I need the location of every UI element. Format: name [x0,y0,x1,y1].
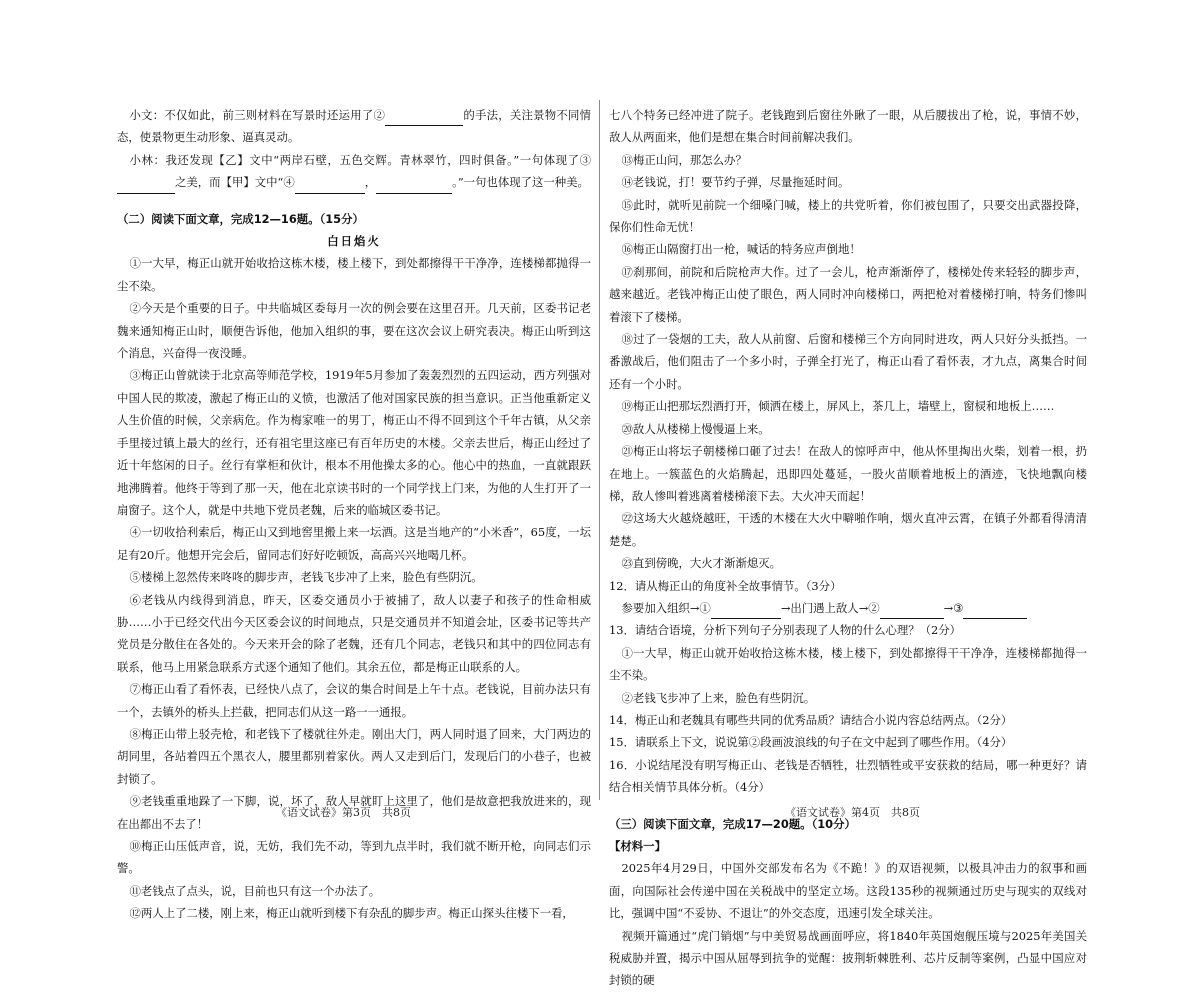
page-footer-right: 《语文试卷》第4页 共8页 [785,806,920,819]
section-heading: （二）阅读下面文章，完成12—16题。（15分） [117,211,364,226]
story-paragraph: ⑤楼梯上忽然传来咚咚的脚步声，老钱飞步冲了上来，脸色有些阴沉。 [129,570,483,585]
question-15: 15．请联系上下文，说说第②段画波浪线的句子在文中起到了哪些作用。（4分） [609,735,1013,750]
story-paragraph: ⑯梅正山隔窗打出一枪，喊话的特务应声倒地！ [621,242,861,257]
story-paragraph: ⑩梅正山压低声音，说，无妨，我们先不动，等到九点半时，我们就不断开枪，向同志们示警。 [117,839,591,876]
story-paragraph: ①一大早，梅正山就开始收拾这栋木楼，楼上楼下，到处都擦得干干净净，连楼梯都抛得一尘不染。 [117,256,591,293]
story-paragraph: ⑥老钱从内线得到消息，昨天，区委交通员小于被捕了，敌人以妻子和孩子的性命相威胁……小于已经交代出今天区委会议的时间地点，只是交通员并不知道会址，区委书记等共产党员是分散住在各处的。今天来开会的除了老魏，还有几个同志，老钱只和其中的四位同志有联系，他马上用紧急联系方式逐个通知了他们。其余五位，都是梅正山联系的人。 [117,592,591,674]
answer-blank[interactable] [711,604,781,619]
answer-blank[interactable] [385,111,463,126]
plot-text: →出门遇上敌人→② [780,600,880,615]
answer-blank[interactable] [376,179,452,194]
material-paragraph: 2025年4月29日，中国外交部发布名为《不跪！》的双语视频，以极具冲击力的叙事和画面，向国际社会传递中国在关税战中的坚定立场。这段135秒的视频通过历史与现实的双线对比，强调中国“不妥协、不退让”的外交态度，迅速引发全球关注。 [609,861,1087,921]
story-paragraph: ㉓直到傍晚，大火才渐渐熄灭。 [621,556,782,571]
question-12-plot [609,597,1087,619]
answer-blank[interactable] [117,179,175,194]
dialogue-text: 之美，而【甲】文中“④ [175,175,295,190]
story-title: 白日焰火 [327,234,381,249]
story-paragraph: 七八个特务已经冲进了院子。老钱跑到后窗往外瞅了一眼，从后腰拔出了枪，说，事情不妙，敌人从两面来，他们是想在集合时间前解决我们。 [609,108,1087,145]
dialogue-text: 。”一句也体现了这一种美。 [452,175,589,190]
dialogue-text: 小林：我还发现【乙】文中“两岸石壁，五色交辉。青林翠竹，四时俱备。”一句体现了③ [129,152,591,167]
plot-text: 参要加入组织→① [621,600,711,615]
story-paragraph: ⑦梅正山看了看怀表，已经快八点了，会议的集合时间是上午十点。老钱说，目前办法只有一个，去镇外的桥头上拦截，把同志们从这一路一一通报。 [117,682,591,719]
spacer [117,194,591,202]
question-12: 12．请从梅正山的角度补全故事情节。（3分） [609,578,842,593]
story-paragraph: ⑫两人上了二楼，刚上来，梅正山就听到楼下有杂乱的脚步声。梅正山探头往楼下一看， [129,906,574,921]
story-paragraph: ㉒这场大火越烧越旺，干透的木楼在大火中噼啪作响，烟火直冲云霄，在镇子外都看得清清楚楚。 [609,511,1087,548]
story-paragraph: ⑱过了一袋烟的工夫，敌人从前窗、后窗和楼梯三个方向同时进攻，两人只好分头抵挡。一番激战后，他们阻击了一个多小时，子弹全打光了，梅正山看了看怀表，才九点，离集合时间还有一个小时。 [609,332,1087,391]
material-label: 【材料一】 [609,839,666,853]
story-paragraph: ⑬梅正山问，那怎么办？ [621,152,747,167]
story-paragraph: ㉑梅正山将坛子朝楼梯口砸了过去！在敌人的惊呼声中，他从怀里掏出火柴，划着一根，扔在地上。一簇蓝色的火焰腾起，迅即四处蔓延，一股火苗顺着地板上的酒迹，飞快地飘向楼梯，敌人惨叫着逃离着楼梯滚下去。大火冲天而起！ [609,444,1087,503]
question-13-item: ②老钱飞步冲了上来，脸色有些阴沉。 [621,690,816,705]
story-paragraph: ⑧梅正山带上驳壳枪，和老钱下了楼就往外走。刚出大门，两人同时退了回来，大门两边的胡同里，各站着四五个黑衣人，腰里都别着家伙。两人又走到后门，发现后门的小巷子，也被封锁了。 [117,726,591,786]
dialogue-text: 的手法，关注景物不同情态，使景物更生动形象、逼真灵动。 [117,108,591,145]
story-paragraph: ⑰刹那间，前院和后院枪声大作。过了一会儿，枪声渐渐停了，楼梯处传来轻轻的脚步声，越来越近。老钱冲梅正山使了眼色，两人同时冲向楼梯口，两把枪对着楼梯打响，特务们惨叫着滚下了楼梯。 [609,264,1087,324]
story-paragraph: ⑲梅正山把那坛烈酒打开，倾洒在楼上，屏风上，茶几上，墙壁上，窗棂和地板上…… [621,399,1055,414]
material-paragraph: 视频开篇通过“虎门销烟”与中美贸易战画面呼应，将1840年英国炮舰压境与2025年美国关税威胁并置，揭示中国从屈辱到抗争的觉醒：披荆斩棘胜利、芯片反制等案例，凸显中国应对封锁的硬 [609,928,1087,988]
answer-blank[interactable] [880,604,944,619]
story-paragraph: ⑳敌人从楼梯上慢慢逼上来。 [621,421,770,436]
question-14: 14．梅正山和老魏具有哪些共同的优秀品质？请结合小说内容总结两点。（2分） [609,712,1013,727]
story-paragraph: ③梅正山曾就读于北京高等师范学校，1919年5月参加了轰轰烈烈的五四运动，西方列强对中国人民的欺凌，激起了梅正山的义愤，也激活了他对国家民族的担当意识。正当他重新定义人生价值的时候，父亲病危。作为梅家唯一的男丁，梅正山不得不回到这个千年古镇，从父亲手里接过镇上最大的丝行，还有祖宅里这座已有百年历史的木楼。父亲去世后，梅正山经过了近十年悠闲的日子。丝行有掌柜和伙计，根本不用他操太多的心。他心中的热血，一直就跟跃地沸腾着。他终于等到了那一天，他在北京读书时的一个同学找上门来，为他的人生打开了一扇窗子。这个人，就是中共地下党员老魏，后来的临城区委书记。 [117,368,591,517]
question-16: 16．小说结尾没有明写梅正山、老钱是否牺牲，壮烈牺牲或平安获救的结局，哪一种更好？请结合相关情节具体分析。（4分） [609,757,1087,795]
question-13-item: ①一大早，梅正山就开始收拾这栋木楼，楼上楼下，到处都擦得干干净净，连楼梯都抛得一尘不染。 [609,645,1087,683]
question-13: 13．请结合语境，分析下列句子分别表现了人物的什么心理？（2分） [609,623,962,638]
dialogue-text: 小文：不仅如此，前三则材料在写景时还运用了② [129,108,386,122]
story-paragraph: ⑮此时，就听见前院一个细嗓门喊，楼上的共党听着，你们被包围了，只要交出武器投降，保你们性命无忧！ [609,197,1087,235]
story-paragraph: ②今天是个重要的日子。中共临城区委每月一次的例会要在这里召开。几天前，区委书记老魏来通知梅正山时，顺便告诉他，他加入组织的事，要在这次会议上研究表决。梅正山听到这个消息，兴奋得一夜没睡。 [117,301,591,361]
story-paragraph: ⑨老钱重重地跺了一下脚，说，坏了，敌人早就盯上这里了，他们是故意把我放进来的，现在出都出不去了！ [117,794,591,831]
plot-text: →③ [943,600,964,615]
dialogue-xiaolin [117,149,591,194]
page-footer-left: 《语文试卷》第3页 共8页 [276,806,411,819]
column-divider [599,100,600,800]
story-paragraph: ⑭老钱说，打！要节约子弹，尽量拖延时间。 [621,175,850,190]
dialogue-xiaowen [117,104,591,149]
story-paragraph: ④一切收拾利索后，梅正山又到地窖里搬上来一坛酒。这是当地产的“小米香”，65度，一坛足有20斤。他想开完会后，留同志们好好吃顿饭，高高兴兴地喝几杯。 [117,525,591,562]
section-heading: （三）阅读下面文章，完成17—20题。（10分） [609,816,856,831]
answer-blank[interactable] [963,604,1027,619]
answer-blank[interactable] [295,179,365,194]
dialogue-text: ， [364,175,377,190]
story-paragraph: ⑪老钱点了点头，说，目前也只有这一个办法了。 [129,883,381,898]
